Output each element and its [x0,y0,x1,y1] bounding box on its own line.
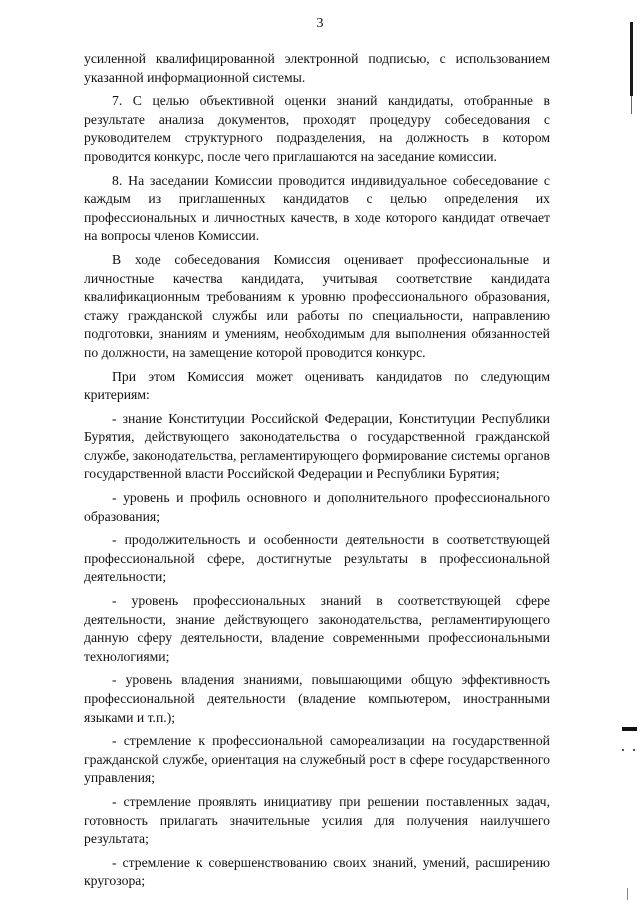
criterion-item: - стремление проявлять инициативу при решении поставленных задач, готовность прилагать значительные усилия для получения наилучшего результата; [84,793,550,847]
document-body [84,50,550,896]
scan-edge-mark [631,96,632,114]
paragraph-item-8: 8. На заседании Комиссии проводится индивидуальное собеседование с каждым из приглашенных кандидатов с целью определения их профессиональных и личностных качеств, в ходе которого кандидат отвечает на вопросы членов Комиссии. [84,172,550,244]
criterion-item: - продолжительность и особенности деятельности в соответствующей профессиональной сфере, достигнутые результаты в профессиональной деятельности; [84,532,550,585]
scan-edge-mark [622,727,637,731]
paragraph-interview-evaluation: В ходе собеседования Комиссия оценивает профессиональные и личностные качества кандидата, учитывая соответствие кандидата квалификационным требованиям к уровню профессионального образования, стажу гражданской службы или работы по специальности, направлению подготовки, знаниям и умениям, необходимым для выполнения обязанностей по должности, на замещение которой проводится конкурс. [84,251,550,360]
criterion-item: - стремление к профессиональной самореализации на государственной гражданской службе, ориентация на служебный рост в сфере государственного управления; [84,733,550,786]
criterion-item: - стремление к совершенствованию своих знаний, умений, расширению кругозора; [84,854,550,889]
paragraph-criteria-intro: При этом Комиссия может оценивать кандидатов по следующим критериям: [84,368,550,403]
criterion-item: - знание Конституции Российской Федерации, Конституции Республики Бурятия, действующего законодательства о государственной гражданской службе, законодательства, регламентирующего формирование системы органов государственной власти Российской Федерации и Республики Бурятия; [84,410,550,482]
paragraph-item-7: 7. С целью объективной оценки знаний кандидаты, отобранные в результате анализа документов, проходят процедуру собеседования с руководителем структурного подразделения, на должность в котором проводится конкурс, после чего приглашаются на заседание комиссии. [84,93,550,164]
paragraph-continuation: усиленной квалифицированной электронной подписью, с использованием указанной информационной системы. [84,51,550,85]
criterion-item: - уровень профессиональных знаний в соответствующей сфере деятельности, знание действующего законодательства, регламентирующего данную сферу деятельности, владение современными профессиональными технологиями; [84,593,550,664]
scan-edge-mark [630,22,633,96]
scan-edge-dots [622,749,636,751]
criterion-item: - уровень и профиль основного и дополнительного профессионального образования; [84,490,550,524]
criterion-item: - уровень владения знаниями, повышающими общую эффективность профессиональной деятельности (владение компьютером, иностранными языками и т.п.); [84,672,550,725]
scan-edge-mark [627,888,628,900]
page-number: 3 [316,16,324,31]
